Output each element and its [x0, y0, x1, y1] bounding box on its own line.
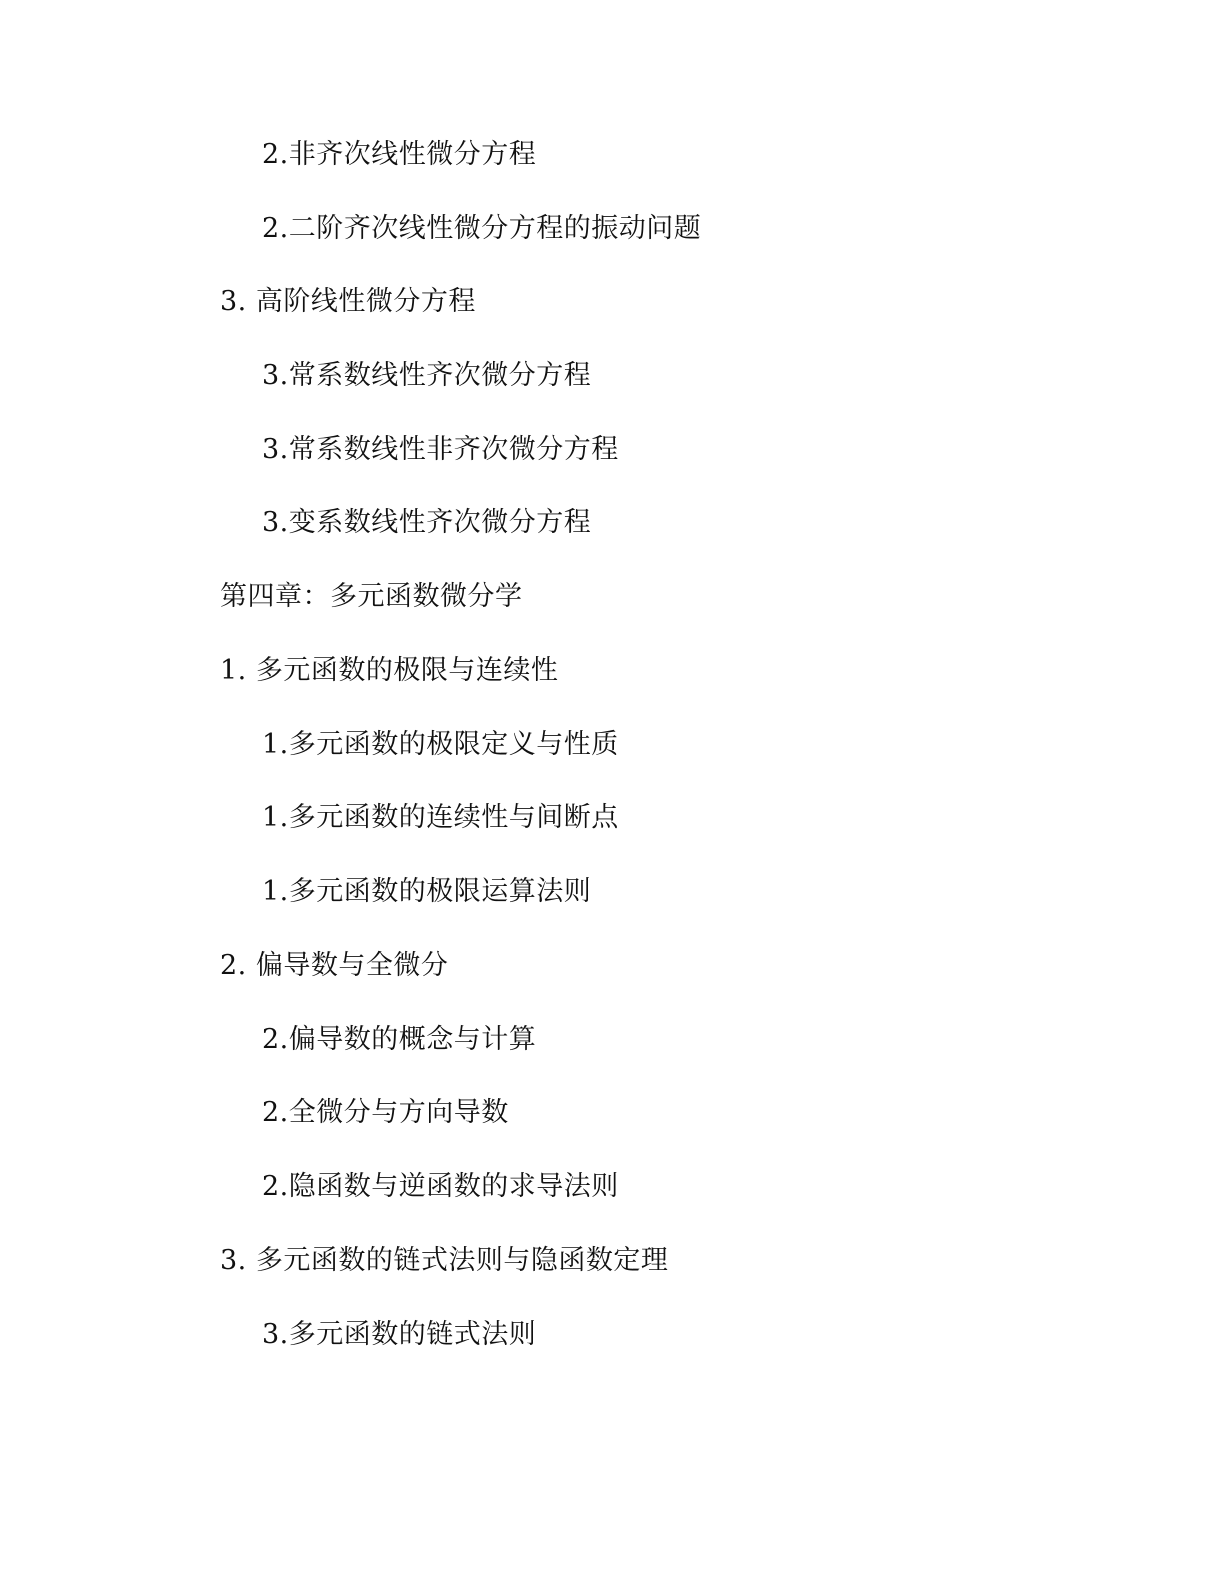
outline-subitem: 3.变系数线性齐次微分方程: [262, 507, 592, 538]
outline-subitem: 3.多元函数的链式法则: [262, 1319, 537, 1350]
outline-subitem: 1.多元函数的连续性与间断点: [262, 802, 619, 833]
outline-subitem: 2.隐函数与逆函数的求导法则: [262, 1171, 619, 1202]
outline-subitem: 1.多元函数的极限定义与性质: [262, 729, 619, 760]
outline-section-heading: 3. 高阶线性微分方程: [220, 286, 476, 317]
outline-section-heading: 2. 偏导数与全微分: [220, 950, 449, 981]
outline-subitem: 1.多元函数的极限运算法则: [262, 876, 592, 907]
outline-subitem: 2.全微分与方向导数: [262, 1097, 509, 1128]
outline-subitem: 3.常系数线性齐次微分方程: [262, 360, 592, 391]
outline-subitem: 3.常系数线性非齐次微分方程: [262, 434, 619, 465]
outline-subitem: 2.二阶齐次线性微分方程的振动问题: [262, 213, 702, 244]
outline-subitem: 2.偏导数的概念与计算: [262, 1024, 537, 1055]
outline-section-heading: 3. 多元函数的链式法则与隐函数定理: [220, 1245, 669, 1276]
chapter-heading: 第四章：多元函数微分学: [220, 581, 523, 612]
outline-subitem: 2.非齐次线性微分方程: [262, 139, 537, 170]
outline-section-heading: 1. 多元函数的极限与连续性: [220, 655, 559, 686]
